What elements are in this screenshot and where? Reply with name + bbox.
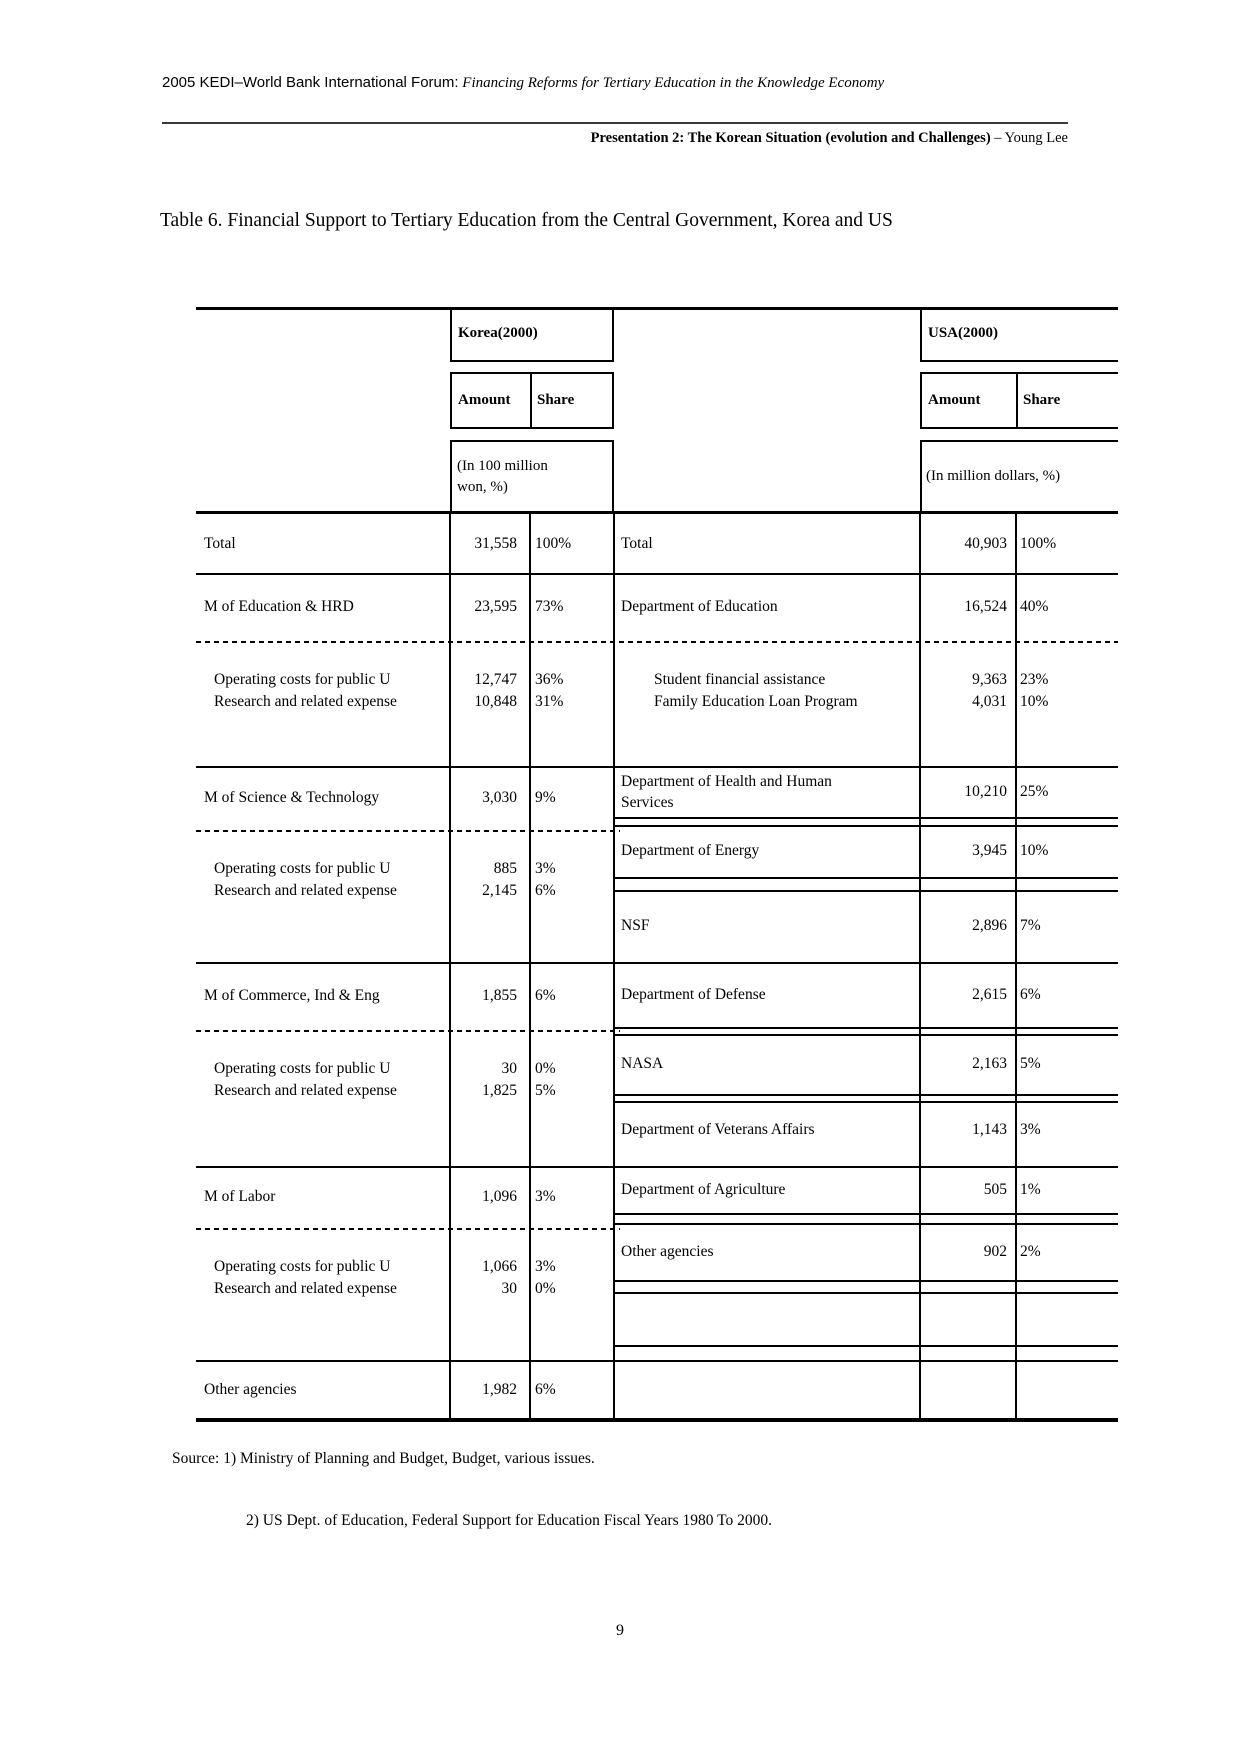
row-label: Other agencies	[204, 1381, 297, 1398]
presentation-title: Presentation 2: The Korean Situation (evolution and Challenges)	[590, 130, 991, 146]
financial-support-table	[196, 307, 1118, 1422]
table-row	[614, 892, 1118, 960]
share-value: 6%	[535, 987, 556, 1004]
share-value: 100%	[535, 534, 572, 552]
usa-share-header: Share	[1016, 372, 1118, 429]
table-row	[614, 1225, 1118, 1278]
row-label: Operating costs for public U	[214, 671, 391, 688]
amount-value: 1,066	[482, 1258, 517, 1275]
share-value: 31%	[535, 693, 564, 710]
korea-group-header: Korea(2000)	[450, 307, 614, 362]
share-value: 3%	[535, 860, 556, 877]
row-label: Department of Health and Human Services	[621, 772, 832, 811]
share-value: 100%	[1020, 534, 1057, 552]
table-row	[196, 768, 614, 828]
korea-share-header: Share	[530, 372, 614, 429]
share-value: 0%	[535, 1060, 556, 1077]
header-divider	[162, 122, 1068, 124]
table-row	[196, 575, 614, 639]
table-row	[614, 1168, 1118, 1211]
share-value: 5%	[535, 1082, 556, 1099]
amount-value: 1,982	[482, 1381, 517, 1398]
table-row	[614, 964, 1118, 1025]
row-label: M of Commerce, Ind & Eng	[204, 987, 380, 1004]
row-label: Other agencies	[621, 1242, 714, 1260]
amount-value: 3,945	[972, 842, 1007, 859]
korea-unit-note: (In 100 million won, %)	[450, 440, 614, 511]
share-value: 23%	[1020, 671, 1049, 688]
row-label: Research and related expense	[214, 1082, 397, 1099]
amount-value: 1,825	[482, 1082, 517, 1099]
amount-value: 23,595	[474, 598, 517, 615]
row-label: Research and related expense	[214, 1280, 397, 1297]
table-row	[196, 1362, 614, 1418]
amount-value: 1,096	[482, 1188, 517, 1205]
row-label: Family Education Loan Program	[654, 693, 858, 710]
grid-line	[614, 1292, 1118, 1294]
row-label: Total	[621, 534, 653, 552]
row-label: M of Education & HRD	[204, 598, 354, 615]
amount-value: 2,896	[972, 917, 1007, 934]
amount-value: 2,145	[482, 882, 517, 899]
table-row	[614, 516, 1118, 571]
grid-line	[614, 1213, 1118, 1215]
row-label: Total	[204, 534, 236, 552]
row-label: Department of Veterans Affairs	[621, 1121, 815, 1138]
amount-value: 16,524	[964, 598, 1007, 615]
row-label: NSF	[621, 917, 650, 934]
usa-unit-note: (In million dollars, %)	[920, 440, 1118, 511]
table-row	[196, 964, 614, 1028]
amount-value: 31,558	[474, 534, 517, 552]
share-value: 40%	[1020, 598, 1049, 615]
share-value: 7%	[1020, 917, 1041, 934]
table-row	[614, 768, 1118, 815]
share-value: 9%	[535, 789, 556, 806]
share-value: 3%	[1020, 1121, 1041, 1138]
share-value: 2%	[1020, 1242, 1041, 1260]
row-label: NASA	[621, 1055, 664, 1072]
amount-value: 10,848	[474, 693, 517, 710]
forum-title: 2005 KEDI–World Bank International Forum:	[162, 74, 459, 91]
table-bottom-border	[196, 1418, 1118, 1422]
amount-value: 3,030	[482, 789, 517, 806]
grid-line	[614, 1345, 1118, 1347]
table-subrow	[196, 1230, 614, 1358]
table-subrow	[196, 1032, 614, 1164]
table-subrow	[196, 643, 614, 764]
usa-group-header: USA(2000)	[920, 307, 1118, 362]
amount-value: 1,855	[482, 987, 517, 1004]
share-value: 5%	[1020, 1055, 1041, 1072]
share-value: 25%	[1020, 782, 1049, 800]
row-label: Department of Energy	[621, 842, 760, 859]
share-value: 6%	[1020, 985, 1041, 1003]
table-row	[614, 1103, 1118, 1157]
amount-value: 885	[493, 860, 517, 877]
table-row	[196, 516, 614, 571]
share-value: 73%	[535, 598, 564, 615]
amount-value: 2,615	[972, 985, 1007, 1003]
amount-value: 1,143	[972, 1121, 1007, 1138]
usa-amount-header: Amount	[920, 372, 1016, 429]
amount-value: 30	[501, 1060, 517, 1077]
table-row	[614, 827, 1118, 875]
table-row	[196, 1168, 614, 1226]
row-label: Operating costs for public U	[214, 1060, 391, 1077]
row-label: Operating costs for public U	[214, 1258, 391, 1275]
table-subrow	[196, 832, 614, 960]
grid-line	[614, 817, 1118, 819]
row-label: Department of Education	[621, 598, 778, 615]
grid-line	[614, 1094, 1118, 1096]
share-value: 6%	[535, 1381, 556, 1398]
amount-value: 12,747	[474, 671, 517, 688]
row-label: Department of Agriculture	[621, 1180, 786, 1198]
row-label: Research and related expense	[214, 693, 397, 710]
running-header	[162, 74, 884, 92]
amount-value: 40,903	[964, 534, 1007, 552]
amount-value: 30	[501, 1280, 517, 1297]
table-row	[614, 575, 1118, 639]
share-value: 0%	[535, 1280, 556, 1297]
table-title: Table 6. Financial Support to Tertiary Education from the Central Government, Korea and US	[160, 210, 893, 231]
grid-line	[614, 1027, 1118, 1029]
table-row	[614, 1036, 1118, 1092]
share-value: 10%	[1020, 693, 1049, 710]
table-header-border	[196, 511, 1118, 514]
amount-value: 4,031	[972, 693, 1007, 710]
share-value: 3%	[535, 1258, 556, 1275]
source-note-2: 2) US Dept. of Education, Federal Support for Education Fiscal Years 1980 To 2000.	[246, 1512, 772, 1529]
row-label: Operating costs for public U	[214, 860, 391, 877]
share-value: 1%	[1020, 1180, 1041, 1198]
grid-line	[614, 877, 1118, 879]
presentation-line	[162, 130, 1068, 147]
row-label: Department of Defense	[621, 985, 766, 1003]
page-number: 9	[616, 1622, 624, 1639]
amount-value: 2,163	[972, 1055, 1007, 1072]
amount-value: 902	[983, 1242, 1007, 1260]
source-note-1: Source: 1) Ministry of Planning and Budget, Budget, various issues.	[172, 1450, 595, 1467]
forum-subtitle: Financing Reforms for Tertiary Education in the Knowledge Economy	[458, 75, 885, 91]
amount-value: 505	[983, 1180, 1007, 1198]
row-label: M of Labor	[204, 1188, 276, 1205]
amount-value: 9,363	[972, 671, 1007, 688]
share-value: 10%	[1020, 842, 1049, 859]
korea-amount-header: Amount	[450, 372, 530, 429]
share-value: 6%	[535, 882, 556, 899]
row-label: Research and related expense	[214, 882, 397, 899]
grid-line	[614, 1280, 1118, 1282]
share-value: 36%	[535, 671, 564, 688]
table-subrow	[614, 643, 1118, 764]
share-value: 3%	[535, 1188, 556, 1205]
row-label: Student financial assistance	[654, 671, 826, 688]
amount-value: 10,210	[964, 782, 1007, 800]
presentation-author: – Young Lee	[990, 130, 1068, 146]
row-label: M of Science & Technology	[204, 789, 380, 806]
